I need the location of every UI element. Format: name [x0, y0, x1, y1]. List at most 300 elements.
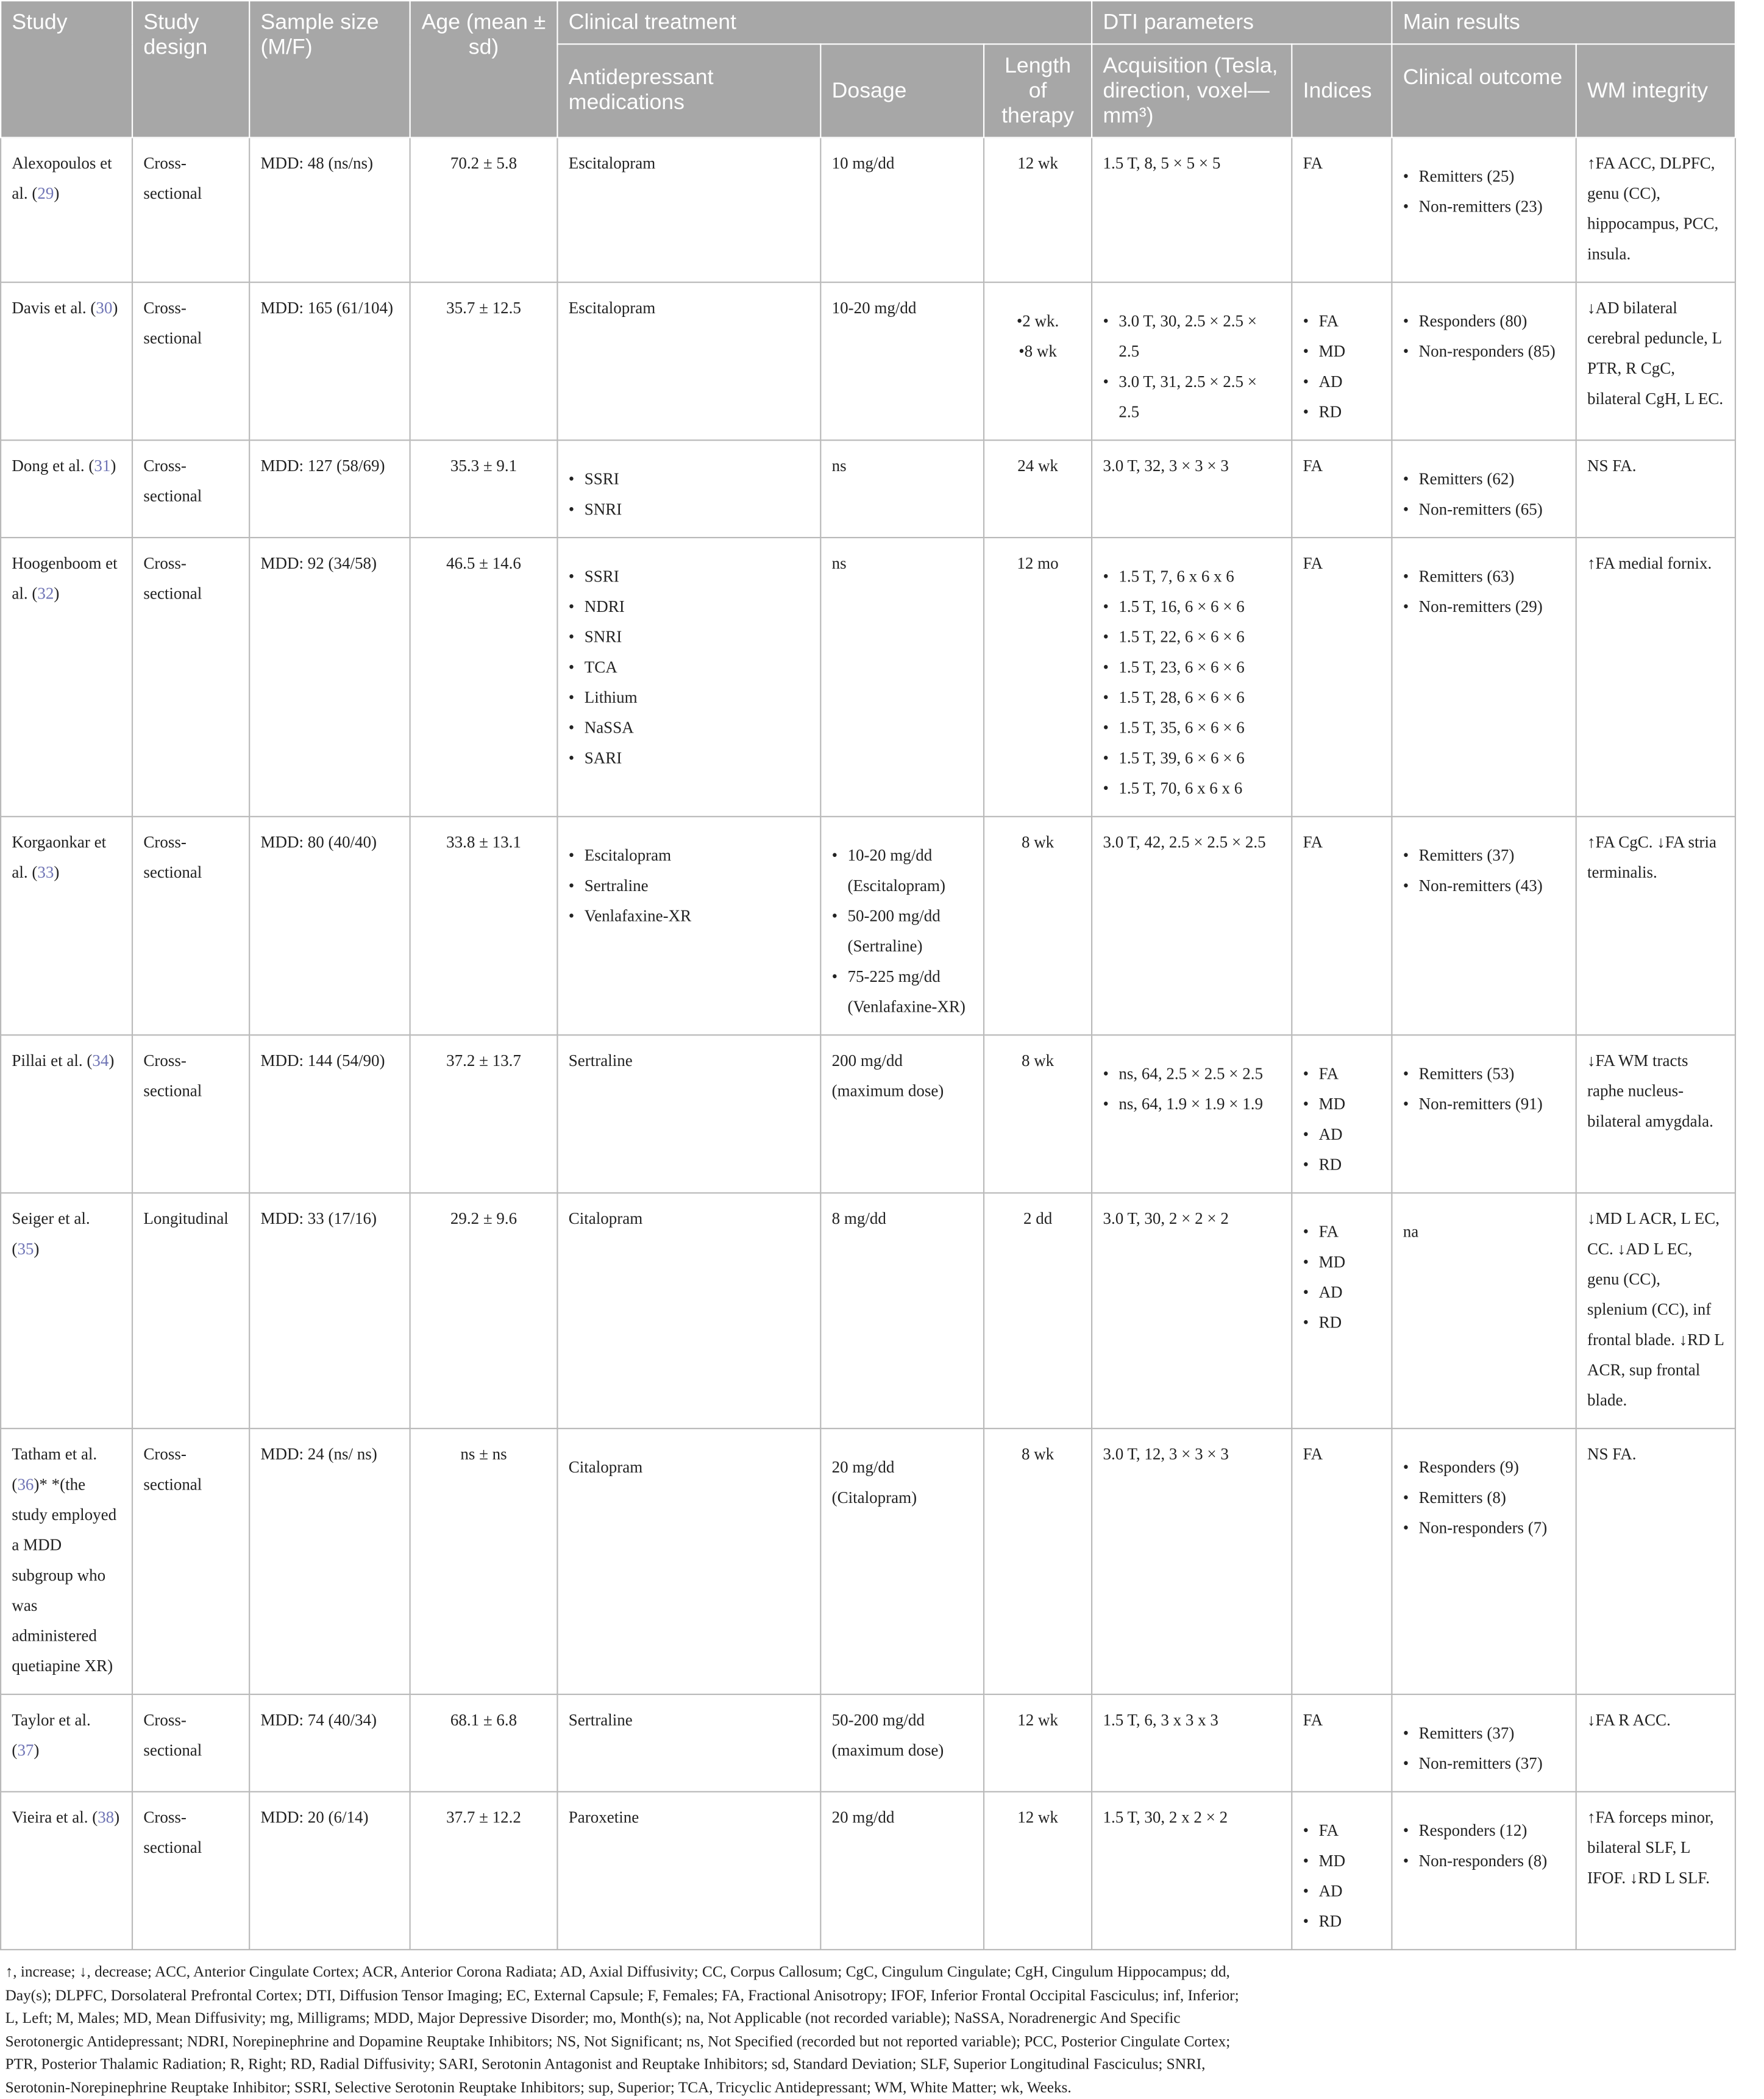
sample-size: MDD: 165 (61/104): [260, 299, 393, 318]
study-reference-link[interactable]: 32: [37, 584, 54, 603]
acquisition-cell: [1092, 817, 1292, 1035]
wm-integrity: ↓MD L ACR, L EC, CC. ↓AD L EC, genu (CC), splenium (CC), inf frontal blade. ↓RD L ACR, sup frontal blade.: [1587, 1209, 1724, 1410]
acquisition-cell: [1092, 440, 1292, 538]
wm-integrity-cell: [1576, 138, 1735, 283]
study-design: Cross-sectional: [143, 1444, 202, 1494]
medications-cell: [557, 1694, 820, 1792]
study-reference-link[interactable]: 34: [92, 1051, 109, 1070]
header-clinical-treatment: Clinical treatment: [557, 1, 1092, 44]
age-cell: [410, 1429, 558, 1694]
table-row: [1, 538, 1735, 817]
list-item: • Responders (12): [1419, 1816, 1565, 1847]
cell-text: ns: [831, 554, 847, 573]
sample-size: MDD: 144 (54/90): [260, 1051, 385, 1070]
medications-cell: [557, 1429, 820, 1694]
header-dosage: Dosage: [820, 44, 984, 137]
study-reference-link[interactable]: 36: [17, 1475, 34, 1494]
list-item: • SSRI: [585, 562, 809, 592]
dosage-cell: [820, 1694, 984, 1792]
study-author-suffix: ): [108, 1051, 115, 1070]
wm-integrity-cell: [1576, 1792, 1735, 1950]
study-design: Cross-sectional: [143, 154, 202, 203]
cell-text: 3.0 T, 30, 2 × 2 × 2: [1103, 1209, 1229, 1228]
medications-cell: [557, 538, 820, 817]
list-item: • Remitters (63): [1419, 562, 1565, 592]
wm-integrity-cell: [1576, 1193, 1735, 1429]
list-item: • RD: [1319, 397, 1381, 428]
list-item: • Venlafaxine-XR: [585, 901, 809, 932]
cell-text: FA: [1303, 554, 1323, 573]
length-cell: [984, 1429, 1092, 1694]
age-value: ns ± ns: [460, 1444, 507, 1464]
header-main-results: Main results: [1392, 1, 1735, 44]
study-design: Cross-sectional: [143, 1051, 202, 1101]
outcome-cell: [1392, 1792, 1576, 1950]
study-cell: [1, 1193, 132, 1429]
design-cell: [132, 282, 249, 440]
list-item: • RD: [1319, 1150, 1381, 1181]
sample-size: MDD: 48 (ns/ns): [260, 154, 373, 172]
header-dti-parameters: DTI parameters: [1092, 1, 1392, 44]
table-row: [1, 282, 1735, 440]
list-item: • Non-remitters (23): [1419, 192, 1565, 222]
acquisition-cell: [1092, 1694, 1292, 1792]
wm-integrity-cell: [1576, 282, 1735, 440]
age-value: 70.2 ± 5.8: [450, 154, 517, 172]
length-value: 12 wk: [1017, 1711, 1058, 1730]
study-design: Cross-sectional: [143, 554, 202, 603]
list-item: • Lithium: [585, 683, 809, 714]
list-item: • Non-responders (7): [1419, 1513, 1565, 1544]
list-item: • SNRI: [585, 495, 809, 525]
cell-text: 200 mg/dd (maximum dose): [831, 1051, 944, 1101]
sample-cell: [249, 538, 410, 817]
list-item: • FA: [1319, 1816, 1381, 1847]
list-item: • Remitters (25): [1419, 162, 1565, 193]
cell-text: Paroxetine: [568, 1808, 639, 1827]
study-cell: [1, 138, 132, 283]
list-item: • 1.5 T, 7, 6 x 6 x 6: [1119, 562, 1281, 592]
wm-integrity: ↓AD bilateral cerebral peduncle, L PTR, R CgC, bilateral CgH, L EC.: [1587, 299, 1724, 408]
age-value: 35.3 ± 9.1: [450, 456, 517, 475]
study-author-suffix: ): [34, 1240, 40, 1259]
list-item: • FA: [1319, 1059, 1381, 1090]
study-cell: [1, 538, 132, 817]
indices-cell: [1292, 538, 1392, 817]
medications-cell: [557, 440, 820, 538]
study-author: Dong et al. (: [12, 456, 94, 475]
list-item: • RD: [1319, 1308, 1381, 1338]
outcome-cell: [1392, 1193, 1576, 1429]
cell-text: 50-200 mg/dd (maximum dose): [831, 1711, 944, 1760]
wm-integrity-cell: [1576, 1694, 1735, 1792]
length-cell: [984, 282, 1092, 440]
dosage-cell: [820, 1429, 984, 1694]
outcome-cell: [1392, 817, 1576, 1035]
acquisition-cell: [1092, 1193, 1292, 1429]
list-item: • RD: [1319, 1907, 1381, 1937]
dosage-cell: [820, 440, 984, 538]
study-reference-link[interactable]: 33: [37, 863, 54, 882]
list-item: • 1.5 T, 70, 6 x 6 x 6: [1119, 774, 1281, 804]
dosage-cell: [820, 817, 984, 1035]
age-value: 33.8 ± 13.1: [446, 833, 521, 852]
list-item: • MD: [1319, 1090, 1381, 1120]
age-cell: [410, 440, 558, 538]
wm-integrity: ↑FA CgC. ↓FA stria terminalis.: [1587, 833, 1717, 882]
wm-integrity-cell: [1576, 1429, 1735, 1694]
list-item: • 1.5 T, 28, 6 × 6 × 6: [1119, 683, 1281, 714]
sample-size: MDD: 92 (34/58): [260, 554, 377, 573]
sample-cell: [249, 1035, 410, 1193]
medications-cell: [557, 1792, 820, 1950]
indices-cell: [1292, 440, 1392, 538]
list-item: • 10-20 mg/dd (Escitalopram): [848, 841, 973, 901]
age-cell: [410, 282, 558, 440]
design-cell: [132, 538, 249, 817]
table-header: [1, 1, 1735, 138]
outcome-cell: [1392, 440, 1576, 538]
wm-integrity: NS FA.: [1587, 1444, 1637, 1464]
design-cell: [132, 440, 249, 538]
list-item: • 1.5 T, 23, 6 × 6 × 6: [1119, 653, 1281, 683]
length-value: •8 wk: [1019, 342, 1057, 361]
study-cell: [1, 1694, 132, 1792]
wm-integrity: ↑FA forceps minor, bilateral SLF, L IFOF. ↓RD L SLF.: [1587, 1808, 1714, 1888]
study-design: Cross-sectional: [143, 833, 202, 882]
age-value: 37.2 ± 13.7: [446, 1051, 521, 1070]
indices-cell: [1292, 1429, 1392, 1694]
length-value: 8 wk: [1021, 1444, 1054, 1464]
list-item: • SSRI: [585, 464, 809, 495]
design-cell: [132, 1792, 249, 1950]
table-row: [1, 817, 1735, 1035]
cell-text: 10-20 mg/dd: [831, 299, 917, 318]
length-value: 12 wk: [1017, 154, 1058, 172]
list-item: • NDRI: [585, 592, 809, 623]
sample-size: MDD: 74 (40/34): [260, 1711, 377, 1730]
table-row: [1, 138, 1735, 283]
list-item: • Remitters (37): [1419, 1719, 1565, 1749]
list-item: • Remitters (37): [1419, 841, 1565, 872]
list-item: • MD: [1319, 1248, 1381, 1278]
design-cell: [132, 1193, 249, 1429]
wm-integrity: ↑FA ACC, DLPFC, genu (CC), hippocampus, PCC, insula.: [1587, 154, 1719, 263]
study-author: Taylor et al. (: [12, 1711, 91, 1760]
wm-integrity-cell: [1576, 538, 1735, 817]
sample-cell: [249, 138, 410, 283]
header-wm-integrity: WM integrity: [1576, 44, 1735, 137]
cell-text: na: [1403, 1222, 1419, 1241]
cell-text: FA: [1303, 1444, 1323, 1464]
study-author: Seiger et al. (: [12, 1209, 90, 1259]
indices-cell: [1292, 1694, 1392, 1792]
study-cell: [1, 440, 132, 538]
list-item: • Non-responders (85): [1419, 337, 1565, 368]
cell-text: 1.5 T, 6, 3 x 3 x 3: [1103, 1711, 1218, 1730]
age-cell: [410, 138, 558, 283]
acquisition-cell: [1092, 538, 1292, 817]
list-item: • Non-remitters (37): [1419, 1749, 1565, 1780]
study-author: Vieira et al. (: [12, 1808, 98, 1827]
list-item: • SARI: [585, 744, 809, 774]
length-cell: [984, 538, 1092, 817]
length-value: 8 wk: [1021, 833, 1054, 852]
cell-text: Citalopram: [568, 1209, 643, 1228]
header-indices: Indices: [1292, 44, 1392, 137]
dosage-cell: [820, 282, 984, 440]
study-reference-link[interactable]: 29: [37, 184, 54, 203]
design-cell: [132, 1035, 249, 1193]
header-study-design: Study design: [132, 1, 249, 138]
indices-cell: [1292, 1193, 1392, 1429]
age-value: 68.1 ± 6.8: [450, 1711, 517, 1730]
length-cell: [984, 138, 1092, 283]
list-item: • 1.5 T, 39, 6 × 6 × 6: [1119, 744, 1281, 774]
cell-text: 8 mg/dd: [831, 1209, 886, 1228]
study-cell: [1, 1429, 132, 1694]
length-value: 2 dd: [1023, 1209, 1053, 1228]
list-item: • Remitters (8): [1419, 1483, 1565, 1513]
outcome-cell: [1392, 1429, 1576, 1694]
dosage-cell: [820, 538, 984, 817]
study-author-suffix: ): [112, 299, 118, 318]
sample-cell: [249, 282, 410, 440]
length-cell: [984, 1193, 1092, 1429]
indices-cell: [1292, 138, 1392, 283]
list-item: • Responders (9): [1419, 1453, 1565, 1483]
list-item: • TCA: [585, 653, 809, 683]
design-cell: [132, 1694, 249, 1792]
list-item: • ns, 64, 1.9 × 1.9 × 1.9: [1119, 1090, 1281, 1120]
acquisition-cell: [1092, 1429, 1292, 1694]
cell-text: Sertraline: [568, 1051, 633, 1070]
list-item: • AD: [1319, 1120, 1381, 1151]
study-author-suffix: ): [54, 184, 60, 203]
list-item: • SNRI: [585, 622, 809, 653]
list-item: • AD: [1319, 1278, 1381, 1309]
study-author: Tatham et al. (: [12, 1444, 98, 1494]
list-item: • Non-responders (8): [1419, 1846, 1565, 1877]
list-item: • Non-remitters (29): [1419, 592, 1565, 623]
length-value: 12 wk: [1017, 1808, 1058, 1827]
list-item: • 3.0 T, 31, 2.5 × 2.5 × 2.5: [1119, 367, 1281, 427]
cell-text: 10 mg/dd: [831, 154, 895, 172]
acquisition-cell: [1092, 282, 1292, 440]
cell-text: FA: [1303, 456, 1323, 475]
table-body: [1, 138, 1735, 1950]
cell-text: 3.0 T, 12, 3 × 3 × 3: [1103, 1444, 1229, 1464]
sample-size: MDD: 127 (58/69): [260, 456, 385, 475]
sample-cell: [249, 440, 410, 538]
outcome-cell: [1392, 138, 1576, 283]
study-author-suffix: ): [54, 863, 60, 882]
indices-cell: [1292, 817, 1392, 1035]
dosage-cell: [820, 1193, 984, 1429]
indices-cell: [1292, 1792, 1392, 1950]
table-row: [1, 1694, 1735, 1792]
age-cell: [410, 538, 558, 817]
age-cell: [410, 1035, 558, 1193]
sample-cell: [249, 1429, 410, 1694]
cell-text: Citalopram: [568, 1458, 643, 1477]
list-item: • Escitalopram: [585, 841, 809, 872]
cell-text: 3.0 T, 32, 3 × 3 × 3: [1103, 456, 1229, 475]
table-row: [1, 1193, 1735, 1429]
study-author-suffix: ): [54, 584, 60, 603]
age-cell: [410, 1694, 558, 1792]
study-author: Hoogenboom et al. (: [12, 554, 118, 603]
table-row: [1, 1792, 1735, 1950]
study-cell: [1, 817, 132, 1035]
header-age: Age (mean ± sd): [410, 1, 558, 138]
length-value: 24 wk: [1017, 456, 1058, 475]
header-acquisition: Acquisition (Tesla, direction, voxel—mm³): [1092, 44, 1292, 137]
medications-cell: [557, 282, 820, 440]
study-author-suffix: ): [34, 1741, 40, 1760]
design-cell: [132, 138, 249, 283]
study-reference-link[interactable]: 31: [94, 456, 111, 475]
cell-text: Sertraline: [568, 1711, 633, 1730]
indices-cell: [1292, 1035, 1392, 1193]
table-row: [1, 440, 1735, 538]
medications-cell: [557, 817, 820, 1035]
wm-integrity: ↓FA R ACC.: [1587, 1711, 1671, 1730]
header-length: Length of therapy: [984, 44, 1092, 137]
list-item: • Responders (80): [1419, 307, 1565, 337]
list-item: • 1.5 T, 35, 6 × 6 × 6: [1119, 713, 1281, 744]
wm-integrity-cell: [1576, 1035, 1735, 1193]
outcome-cell: [1392, 538, 1576, 817]
list-item: • 75-225 mg/dd (Venlafaxine-XR): [848, 962, 973, 1022]
age-value: 29.2 ± 9.6: [450, 1209, 517, 1228]
study-author-suffix: )* *(the study employed a MDD subgroup who was administered quetiapine XR): [12, 1475, 117, 1675]
sample-size: MDD: 80 (40/40): [260, 833, 377, 852]
study-reference-link[interactable]: 35: [17, 1240, 34, 1259]
age-cell: [410, 1792, 558, 1950]
medications-cell: [557, 138, 820, 283]
age-cell: [410, 1193, 558, 1429]
medications-cell: [557, 1035, 820, 1193]
length-cell: [984, 1792, 1092, 1950]
sample-cell: [249, 817, 410, 1035]
wm-integrity: ↑FA medial fornix.: [1587, 554, 1712, 573]
cell-text: 20 mg/dd: [831, 1808, 895, 1827]
length-cell: [984, 1694, 1092, 1792]
cell-text: Escitalopram: [568, 154, 656, 172]
sample-size: MDD: 24 (ns/ ns): [260, 1444, 377, 1464]
cell-text: ns: [831, 456, 847, 475]
header-study: Study: [1, 1, 132, 138]
list-item: • 1.5 T, 22, 6 × 6 × 6: [1119, 622, 1281, 653]
study-author: Alexopoulos et al. (: [12, 154, 112, 203]
sample-cell: [249, 1193, 410, 1429]
cell-text: FA: [1303, 1711, 1323, 1730]
header-clinical-outcome: Clinical outcome: [1392, 44, 1576, 137]
outcome-cell: [1392, 282, 1576, 440]
list-item: • 50-200 mg/dd (Sertraline): [848, 901, 973, 962]
outcome-cell: [1392, 1694, 1576, 1792]
study-reference-link[interactable]: 37: [17, 1741, 34, 1760]
list-item: • Non-remitters (91): [1419, 1090, 1565, 1120]
header-antidepressant: Antidepressant medications: [557, 44, 820, 137]
length-cell: [984, 817, 1092, 1035]
table-footnote: ↑, increase; ↓, decrease; ACC, Anterior Cingulate Cortex; ACR, Anterior Corona Radiata; AD, Axial Diffusivity; CC, Corpus Callosum; CgC, Cingulum Cingulate; CgH, Cingulum Hippocampus; dd, Day(s); DLPFC, Dorsolateral Prefrontal Cortex; DTI, Diffusion Tensor Imaging; EC, External Capsule; F, Females; FA, Fractional Anisotropy; IFOF, Inferior Frontal Occipital Fasciculus; inf, Inferior; L, Left; M, Males; MD, Mean Diffusivity; mg, Milligrams; MDD, Major Depressive Disorder; mo, Month(s); na, Not Applicable (not recorded variable); NaSSA, Noradrenergic And Specific Serotonergic Antidepressant; NDRI, Norepinephrine and Dopamine Reuptake Inhibitors; NS, Not Significant; ns, Not Specified (recorded but not reported variable); PCC, Posterior Cingulate Cortex; PTR, Posterior Thalamic Radiation; R, Right; RD, Radial Diffusivity; SARI, Serotonin Antagonist and Reuptake Inhibitors; sd, Standard Deviation; SLF, Superior Longitudinal Fasciculus; SNRI, Serotonin-Norepinephrine Reuptake Inhibitor; SSRI, Selective Serotonin Reuptake Inhibitors; sup, Superior; TCA, Tricyclic Antidepressant; WM, White Matter; wk, Weeks.: [5, 1963, 1239, 2096]
sample-cell: [249, 1792, 410, 1950]
acquisition-cell: [1092, 1792, 1292, 1950]
acquisition-cell: [1092, 1035, 1292, 1193]
study-reference-link[interactable]: 38: [98, 1808, 115, 1827]
cell-text: FA: [1303, 154, 1323, 172]
study-cell: [1, 1035, 132, 1193]
list-item: • Non-remitters (65): [1419, 495, 1565, 525]
study-author: Pillai et al. (: [12, 1051, 93, 1070]
outcome-cell: [1392, 1035, 1576, 1193]
list-item: • AD: [1319, 367, 1381, 397]
dosage-cell: [820, 1035, 984, 1193]
table-row: [1, 1429, 1735, 1694]
wm-integrity: NS FA.: [1587, 456, 1637, 475]
cell-text: Escitalopram: [568, 299, 656, 318]
study-cell: [1, 1792, 132, 1950]
wm-integrity-cell: [1576, 817, 1735, 1035]
list-item: • Sertraline: [585, 871, 809, 901]
sample-cell: [249, 1694, 410, 1792]
study-design: Longitudinal: [143, 1209, 229, 1228]
sample-size: MDD: 20 (6/14): [260, 1808, 369, 1827]
study-reference-link[interactable]: 30: [96, 299, 113, 318]
wm-integrity: ↓FA WM tracts raphe nucleus-bilateral amygdala.: [1587, 1051, 1713, 1131]
study-author: Korgaonkar et al. (: [12, 833, 107, 882]
length-cell: [984, 1035, 1092, 1193]
study-design: Cross-sectional: [143, 1808, 202, 1857]
study-author-suffix: ): [114, 1808, 120, 1827]
study-author: Davis et al. (: [12, 299, 96, 318]
study-design: Cross-sectional: [143, 1711, 202, 1760]
list-item: • Remitters (53): [1419, 1059, 1565, 1090]
list-item: • FA: [1319, 307, 1381, 337]
cell-text: 1.5 T, 30, 2 x 2 × 2: [1103, 1808, 1228, 1827]
age-cell: [410, 817, 558, 1035]
list-item: • 3.0 T, 30, 2.5 × 2.5 × 2.5: [1119, 307, 1281, 367]
cell-text: FA: [1303, 833, 1323, 852]
list-item: • ns, 64, 2.5 × 2.5 × 2.5: [1119, 1059, 1281, 1090]
study-design: Cross-sectional: [143, 456, 202, 506]
length-cell: [984, 440, 1092, 538]
design-cell: [132, 1429, 249, 1694]
cell-text: 3.0 T, 42, 2.5 × 2.5 × 2.5: [1103, 833, 1266, 852]
acquisition-cell: [1092, 138, 1292, 283]
list-item: • AD: [1319, 1877, 1381, 1907]
list-item: • FA: [1319, 1217, 1381, 1248]
list-item: • NaSSA: [585, 713, 809, 744]
table-row: [1, 1035, 1735, 1193]
indices-cell: [1292, 282, 1392, 440]
cell-text: 1.5 T, 8, 5 × 5 × 5: [1103, 154, 1221, 172]
wm-integrity-cell: [1576, 440, 1735, 538]
medications-cell: [557, 1193, 820, 1429]
cell-text: 20 mg/dd (Citalopram): [831, 1458, 917, 1507]
age-value: 37.7 ± 12.2: [446, 1808, 521, 1827]
study-cell: [1, 282, 132, 440]
design-cell: [132, 817, 249, 1035]
length-value: •2 wk.: [1016, 311, 1059, 330]
list-item: • MD: [1319, 1846, 1381, 1877]
dosage-cell: [820, 1792, 984, 1950]
age-value: 35.7 ± 12.5: [446, 299, 521, 318]
header-sample-size: Sample size (M/F): [249, 1, 410, 138]
dosage-cell: [820, 138, 984, 283]
